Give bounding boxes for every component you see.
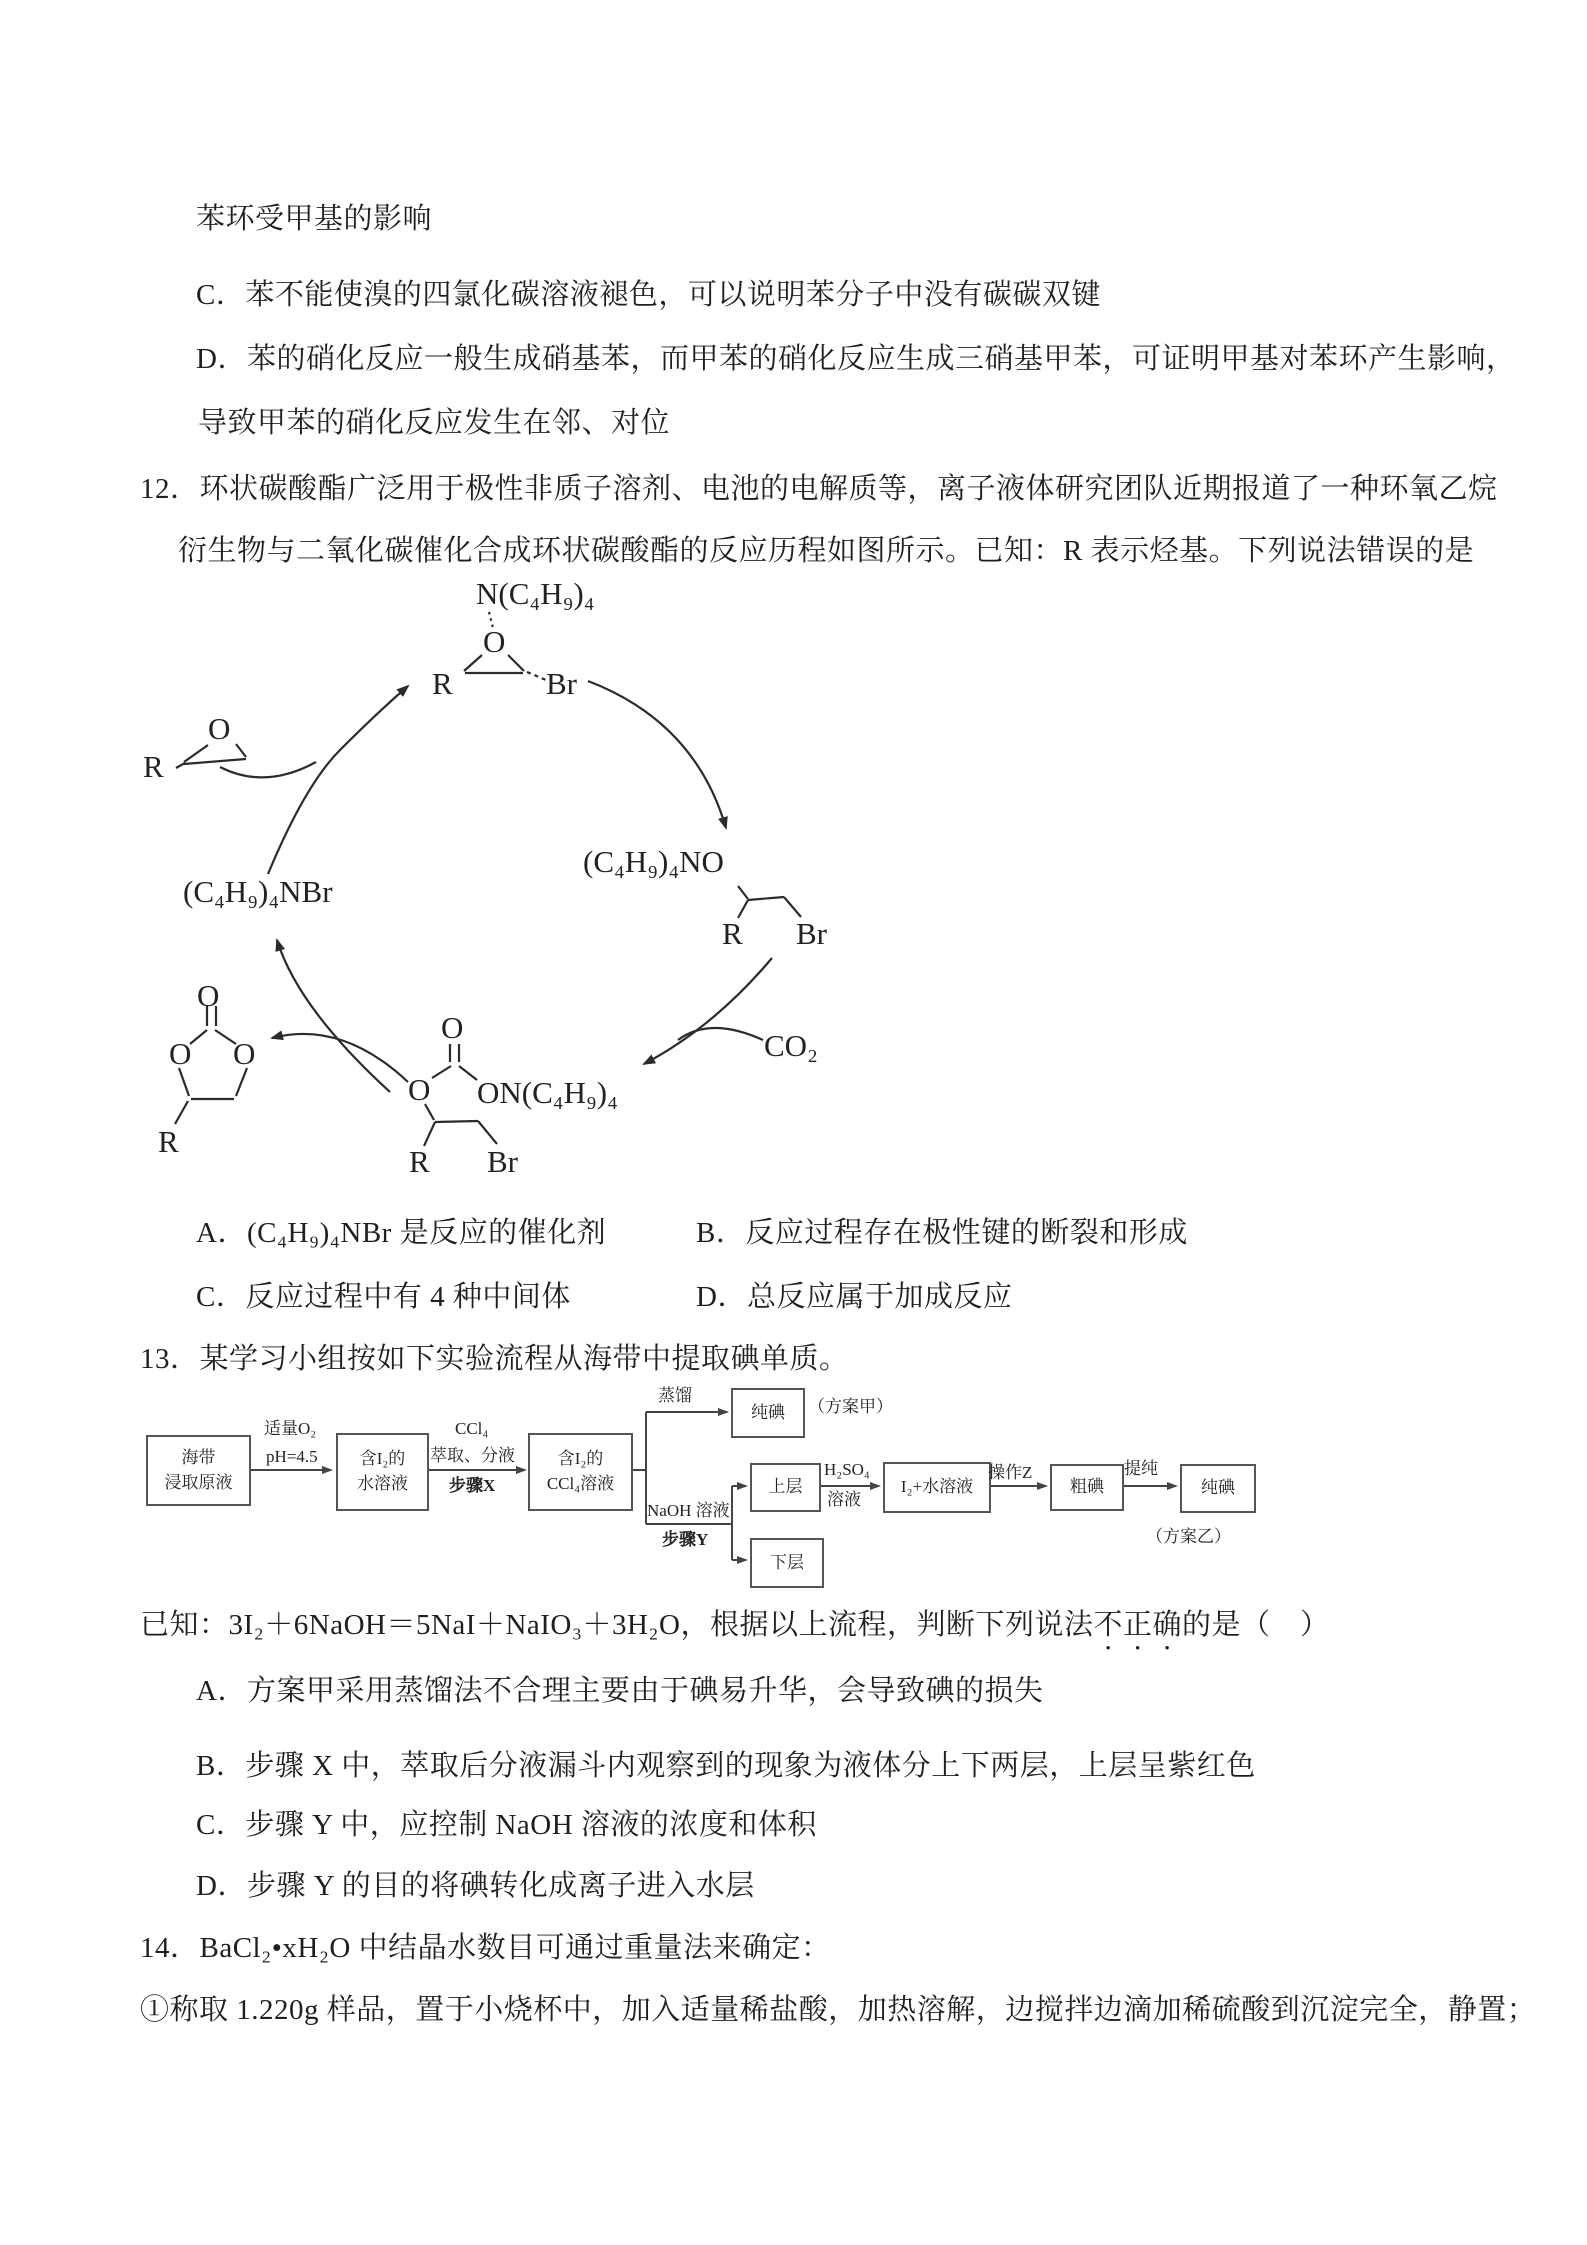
cycle-label-product-o-right: O — [233, 1036, 256, 1071]
q12-option-b: B．反应过程存在极性键的断裂和形成 — [696, 1217, 1188, 1249]
q13-option-b: B．步骤 X 中，萃取后分液漏斗内观察到的现象为液体分上下两层，上层呈紫红色 — [196, 1750, 1256, 1782]
q13-stem: 13．某学习小组按如下实验流程从海带中提取碘单质。 — [140, 1343, 849, 1375]
cycle-label-carbonate-on: ON(C₄H₉)₄ — [477, 1075, 618, 1110]
cycle-label-product-r: R — [158, 1124, 179, 1159]
q12-stem-line1: 12．环状碳酸酯广泛用于极性非质子溶剂、电池的电解质等，离子液体研究团队近期报道了一种环氧乙烷 — [140, 473, 1498, 505]
cycle-label-carbonate-o-left: O — [408, 1072, 431, 1107]
flow-box-iodine-ccl4-line1: 含I₂的 — [557, 1449, 604, 1469]
flow-label-plan-a: （方案甲） — [808, 1397, 893, 1416]
flow-box-pure-iodine-a-text: 纯碘 — [751, 1402, 785, 1422]
q13-option-d: D．步骤 Y 的目的将碘转化成离子进入水层 — [196, 1870, 755, 1902]
flow-label-o2: 适量O₂ — [264, 1419, 317, 1438]
q11-option-d-line1: D．苯的硝化反应一般生成硝基苯，而甲苯的硝化反应生成三硝基甲苯，可证明甲基对苯环产生影响， — [196, 343, 1516, 375]
q13-option-a: A．方案甲采用蒸馏法不合理主要由于碘易升华，会导致碘的损失 — [196, 1675, 1044, 1707]
flow-box-iodine-water-line1: 含I₂的 — [359, 1449, 406, 1469]
flow-box-i2-water-text: I₂+水溶液 — [900, 1477, 974, 1497]
flow-box-i2-water — [883, 1462, 991, 1513]
q13-option-c: C．步骤 Y 中，应控制 NaOH 溶液的浓度和体积 — [196, 1809, 817, 1841]
flow-label-distill: 蒸馏 — [658, 1386, 692, 1405]
cycle-label-top-br: Br — [546, 666, 577, 701]
q11-carry-line: 苯环受甲基的影响 — [196, 203, 433, 235]
flow-box-upper-layer-text: 上层 — [768, 1477, 803, 1497]
q13-known-suffix: 的是（ ） — [1181, 1609, 1330, 1641]
cycle-label-carbonate-r: R — [409, 1144, 430, 1179]
flow-box-lower-layer-text: 下层 — [770, 1552, 804, 1572]
cycle-label-alkoxide-br: Br — [796, 916, 827, 951]
q12-option-d: D．总反应属于加成反应 — [696, 1281, 1013, 1313]
q13-known-emphasized: 不正确 — [1093, 1609, 1182, 1641]
flow-box-crude-iodine — [1050, 1464, 1124, 1511]
cycle-label-alkoxide-r: R — [722, 916, 743, 951]
cycle-label-nbr-salt: (C₄H₉)₄NBr — [183, 874, 333, 909]
flow-box-kelp-line2: 浸取原液 — [164, 1472, 233, 1492]
q12-option-c: C．反应过程中有 4 种中间体 — [196, 1281, 571, 1313]
flow-box-upper-layer — [750, 1463, 821, 1512]
cycle-label-epoxide-r: R — [143, 749, 164, 784]
cycle-label-co2: CO₂ — [764, 1028, 818, 1063]
cycle-label-top-o: O — [483, 624, 506, 659]
q12-option-a: A．(C₄H₉)₄NBr 是反应的催化剂 — [196, 1217, 607, 1249]
flow-box-iodine-ccl4 — [528, 1433, 633, 1511]
cycle-label-product-o-left: O — [169, 1036, 192, 1071]
q12-stem-line2: 衍生物与二氧化碳催化合成环状碳酸酯的反应历程如图所示。已知：R 表示烃基。下列说法错误的是 — [178, 535, 1475, 567]
flow-box-pure-iodine-a — [731, 1388, 805, 1438]
flow-label-extract: 萃取、分液 — [430, 1446, 515, 1465]
flow-label-step-y: 步骤Y — [662, 1530, 709, 1549]
flow-label-ccl4: CCl₄ — [455, 1419, 489, 1438]
cycle-label-product-o-top: O — [197, 978, 220, 1013]
cycle-label-top-r: R — [432, 666, 453, 701]
flow-label-step-x: 步骤X — [449, 1476, 496, 1495]
flow-box-crude-iodine-text: 粗碘 — [1070, 1477, 1104, 1497]
flow-box-kelp-line1: 海带 — [181, 1447, 216, 1467]
q13-known-statement — [140, 1602, 1330, 1657]
q13-known-prefix: 已知：3I₂＋6NaOH＝5NaI＋NaIO₃＋3H₂O，根据以上流程，判断下列说法 — [140, 1609, 1094, 1641]
flow-box-lower-layer — [750, 1538, 824, 1588]
cycle-label-carbonate-br: Br — [487, 1144, 518, 1179]
q11-option-c: C．苯不能使溴的四氯化碳溶液褪色，可以说明苯分子中没有碳碳双键 — [196, 279, 1101, 311]
q14-stem: 14．BaCl₂•xH₂O 中结晶水数目可通过重量法来确定： — [140, 1932, 831, 1964]
q14-step1: ①称取 1.220g 样品，置于小烧杯中，加入适量稀盐酸，加热溶解，边搅拌边滴加稀硫酸到沉淀完全，静置； — [140, 1994, 1537, 2026]
flow-label-purify: 提纯 — [1124, 1459, 1158, 1478]
flow-label-naoh: NaOH 溶液 — [647, 1501, 730, 1520]
flow-label-ph: pH=4.5 — [266, 1447, 318, 1466]
flow-label-soln: 溶液 — [827, 1490, 861, 1509]
flow-box-pure-iodine-b — [1180, 1464, 1256, 1513]
flow-box-iodine-ccl4-line2: CCl₄溶液 — [546, 1474, 615, 1493]
flow-box-kelp — [146, 1435, 251, 1506]
cycle-label-epoxide-o: O — [208, 711, 231, 746]
cycle-label-alkoxide: (C₄H₉)₄NO — [583, 844, 724, 879]
flow-box-pure-iodine-b-text: 纯碘 — [1201, 1478, 1235, 1498]
flow-label-op-z: 操作Z — [988, 1463, 1033, 1482]
flow-label-h2so4: H₂SO₄ — [824, 1460, 870, 1479]
cycle-label-carbonate-o-top: O — [441, 1010, 464, 1045]
flow-box-iodine-water-line2: 水溶液 — [357, 1474, 408, 1493]
flow-label-plan-b: （方案乙） — [1146, 1527, 1231, 1546]
cycle-label-ammonium: N(C₄H₉)₄ — [476, 576, 595, 611]
flow-box-iodine-water — [336, 1433, 429, 1511]
q11-option-d-line2: 导致甲苯的硝化反应发生在邻、对位 — [198, 407, 671, 439]
